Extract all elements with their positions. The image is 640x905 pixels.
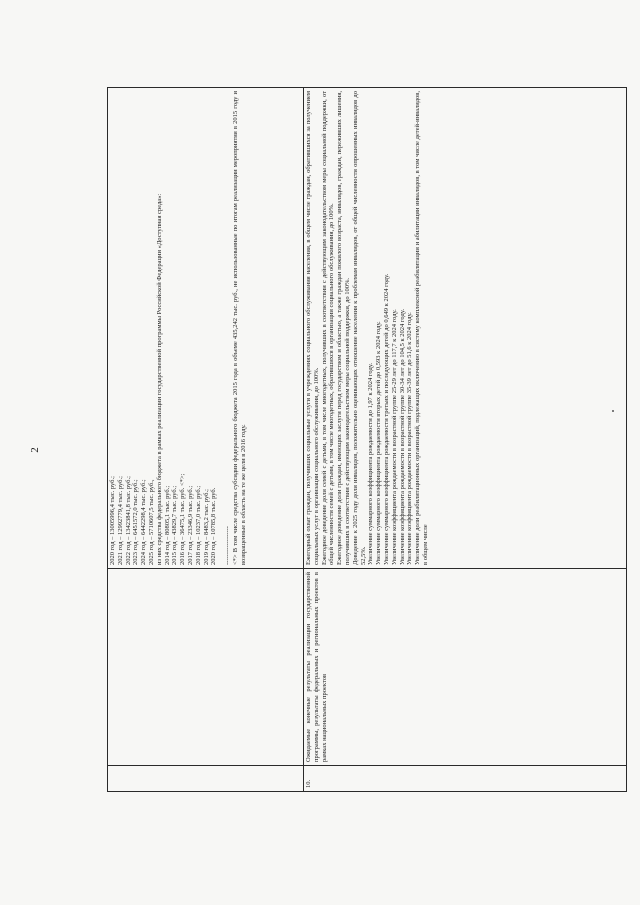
results-cell <box>304 88 627 569</box>
row-number-cell-empty <box>108 766 304 792</box>
accessible-env-line: 2014 год – 80805,1 тыс. руб.; <box>163 485 171 565</box>
footnote: <*> В том числе средства субсидии федерального бюджета 2015 года в объеме 435,242 тыс. руб., не использованные по итогам реализации мероприятия в 2015 году и возвращенные в область на те же цели в 2016 году. <box>231 91 247 565</box>
result-item: Увеличение суммарного коэффициента рождаемости третьих и последующих детей до 0,649 к 2024 году. <box>382 273 390 565</box>
funding-line: 2025 год – 5710607,5 тыс. руб., <box>147 479 155 565</box>
accessible-env-line: 2019 год – 8483,2 тыс. руб.; <box>202 489 210 565</box>
accessible-env-line: 2020 год – 10785,8 тыс. руб. <box>210 487 218 565</box>
footnote-separator: ------------------ <box>224 526 232 565</box>
funding-line: 2024 год – 6442298,4 тыс. руб.; <box>140 479 148 565</box>
result-item: Ежегодное доведение доли граждан, имеющих заслуги перед государством и областью, а также граждан пожилого возраста, инвалидов, граждан, переживших лишения, получивших в соответствии с действующим законодательством меры социальной поддержки, до 100%. <box>336 91 351 565</box>
result-item: Увеличение коэффициента рождаемости в возрастной группе 35-39 лет до 51,6 к 2024 году. <box>406 312 414 565</box>
row-number: 10. <box>304 766 627 792</box>
accessible-env-intro: из них средства федерального бюджета в рамках реализации государственной программы Российской Федерации «Доступная среда»: <box>155 193 163 565</box>
result-item: Ежегодное доведение доли семей с детьми, в том числе многодетных, получивших в соответствии с действующим законодательством меры социальной поддержки, от общей численности семей с детьми, в том числе многодетных, обратившихся в организации социального обслуживания, до 100%. <box>320 91 336 565</box>
table-row <box>304 88 627 792</box>
result-item: Ежегодный охват граждан, получивших социальные услуги в учреждениях социального обслуживания населения, в общем числе граждан, обратившихся за получением социальных услуг в организации социального обслуживания, до 100%. <box>305 91 320 565</box>
result-item: Доведение к 2025 году доли инвалидов, положительно оценивающих отношение населения к проблемам инвалидов, от общей численности опрошенных инвалидов до 52,5%. <box>351 91 367 565</box>
result-item: Увеличение суммарного коэффициента рождаемости вторых детей до 0,593 к 2024 году. <box>375 321 383 565</box>
funding-line: 2023 год – 6451572,0 тыс. руб.; <box>132 479 140 565</box>
funding-line: 2021 год – 12992779,4 тыс. руб.; <box>116 476 124 565</box>
page-number: 2 <box>28 447 41 453</box>
program-passport-table <box>107 87 627 792</box>
funding-line: 2020 год – 13005996,4 тыс. руб.; <box>109 476 116 565</box>
accessible-env-line: 2016 год – 36475,1 тыс. руб. <*>; <box>179 473 187 565</box>
result-item: Увеличение доли реабилитационных организаций, подлежащих включению в систему комплексной реабилитации и абилитации инвалидов, в том числе детей-инвалидов, в общем числе <box>414 91 429 565</box>
accessible-env-line: 2017 год – 23346,9 тыс. руб.; <box>186 485 194 565</box>
funding-line: 2022 год – 13423841,8 тыс. руб.; <box>124 476 132 565</box>
row-label-cell-empty <box>108 569 304 766</box>
result-item: Увеличение суммарного коэффициента рождаемости до 1,97 к 2024 году. <box>367 363 375 565</box>
result-item: Увеличение коэффициента рождаемости в возрастной группе 30-34 лет до 104,5 к 2024 году. <box>398 308 406 565</box>
table-row <box>108 88 304 792</box>
accessible-env-line: 2018 год – 10237,0 тыс. руб.; <box>194 485 202 565</box>
result-item: Увеличение коэффициента рождаемости в возрастной группе 25-29 лет до 117,7 к 2024 году. <box>390 309 398 565</box>
rotated-table-container <box>107 87 627 792</box>
accessible-env-line: 2015 год – 43829,7 тыс. руб.; <box>171 485 179 565</box>
scan-speck <box>612 410 614 412</box>
row-label: Ожидаемые конечные результаты реализации государственной программы, результаты федеральных и региональных проектов в рамках национальных проектов <box>304 569 627 766</box>
funding-cell <box>108 88 304 569</box>
